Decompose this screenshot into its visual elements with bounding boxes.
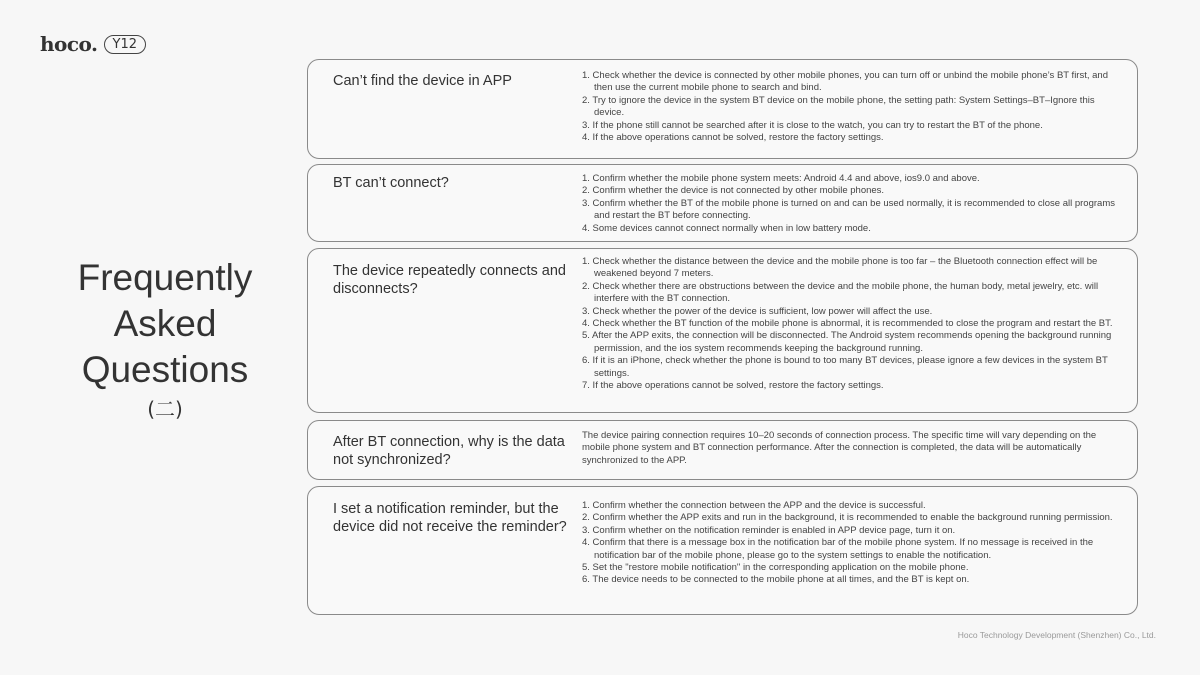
faq-answer-item: 4. Some devices cannot connect normally when in low battery mode. xyxy=(582,222,871,234)
faq-answer-item: 2. Try to ignore the device in the system BT device on the mobile phone, the setting path: System Settings–BT–Ignore this device. xyxy=(582,94,1095,119)
faq-card-notification xyxy=(307,486,1138,615)
page-title xyxy=(40,255,290,423)
brand-name: hoco. xyxy=(40,32,98,56)
faq-answer-item: 2. Confirm whether the device is not connected by other mobile phones. xyxy=(582,185,885,197)
title-line-3: Questions xyxy=(81,349,249,390)
faq-answer-item: 3. Check whether the power of the device is sufficient, low power will affect the use. xyxy=(582,305,933,317)
faq-card-bt-connect xyxy=(307,164,1138,242)
faq-question: The device repeatedly connects and disconnects? xyxy=(333,263,566,297)
faq-answer-item: 1. Check whether the device is connected by other mobile phones, you can turn off or unbind the mobile phone’s BT first, and then use the current mobile phone to search and bind. xyxy=(582,70,1108,94)
faq-answer-list xyxy=(582,500,1124,587)
faq-answer-item: 3. Confirm whether on the notification reminder is enabled in APP device page, turn it on. xyxy=(582,524,956,536)
faq-card-app-search xyxy=(307,59,1138,159)
faq-question: BT can’t connect? xyxy=(333,175,449,191)
faq-answer-item: 4. Check whether the BT function of the mobile phone is abnormal, it is recommended to close the program and restart the BT. xyxy=(582,318,1113,330)
footer-company: Hoco Technology Development (Shenzhen) Co., Ltd. xyxy=(957,630,1156,640)
faq-answer-item: 6. The device needs to be connected to the mobile phone at all times, and the BT is kept on. xyxy=(582,574,970,586)
faq-answer-item: 5. Set the "restore mobile notification" in the corresponding application on the mobile phone. xyxy=(582,562,969,574)
faq-question: Can’t find the device in APP xyxy=(333,73,512,89)
faq-answer-item: 7. If the above operations cannot be solved, restore the factory settings. xyxy=(582,380,884,392)
faq-answer-item: 1. Confirm whether the connection between the APP and the device is successful. xyxy=(582,500,926,511)
model-badge: Y12 xyxy=(104,35,146,54)
faq-answer-item: 6. If it is an iPhone, check whether the phone is bound to too many BT devices, please ignore a few devices in the system BT settings. xyxy=(582,355,1108,379)
faq-answer-item: 4. If the above operations cannot be solved, restore the factory settings. xyxy=(582,132,884,144)
faq-answer-list xyxy=(582,70,1124,144)
faq-answer-item: 3. Confirm whether the BT of the mobile phone is turned on and can be used normally, it is recommended to close all programs and restart the BT before connecting. xyxy=(582,197,1115,222)
title-line-1: Frequently xyxy=(77,257,253,298)
faq-card-reconnect xyxy=(307,248,1138,413)
faq-question: After BT connection, why is the data not synchronized? xyxy=(333,434,565,468)
faq-answer-list xyxy=(582,173,1124,235)
faq-answer-item: 3. If the phone still cannot be searched after it is close to the watch, you can try to restart the BT of the phone. xyxy=(582,119,1043,131)
faq-question: I set a notification reminder, but the device did not receive the reminder? xyxy=(333,501,567,535)
faq-answer-list xyxy=(582,256,1124,392)
faq-answer-item: 1. Check whether the distance between the device and the mobile phone is too far – the Bluetooth connection effect will be weakened beyond 7 meters. xyxy=(582,256,1098,280)
faq-answer-item: 5. After the APP exits, the connection will be disconnected. The Android system recommends opening the background running permission, and the ios system recommends keeping the background running. xyxy=(582,330,1112,354)
faq-answer-item: 2. Confirm whether the APP exits and run in the background, it is recommended to enable the background running permission. xyxy=(582,512,1113,524)
faq-answer-paragraph: The device pairing connection requires 10–20 seconds of connection process. The specific time will vary depending on the mobile phone system and BT connection performance. After the connection is completed, the data will be automatically synchronized to the APP. xyxy=(582,430,1097,466)
faq-card-sync xyxy=(307,420,1138,480)
faq-answer-item: 4. Confirm that there is a message box in the notification bar of the mobile phone system. If no message is received in the notification bar of the mobile phone, please go to the system settings to enable the notification. xyxy=(582,537,1094,561)
faq-answer-item: 1. Confirm whether the mobile phone system meets: Android 4.4 and above, ios9.0 and above. xyxy=(582,173,980,184)
faq-answer-item: 2. Check whether there are obstructions between the device and the mobile phone, the human body, metal jewelry, etc. will interfere with the BT connection. xyxy=(582,280,1099,305)
title-line-2: Asked xyxy=(113,303,217,344)
brand-logo xyxy=(40,32,146,56)
title-subtitle: (二) xyxy=(147,397,183,421)
